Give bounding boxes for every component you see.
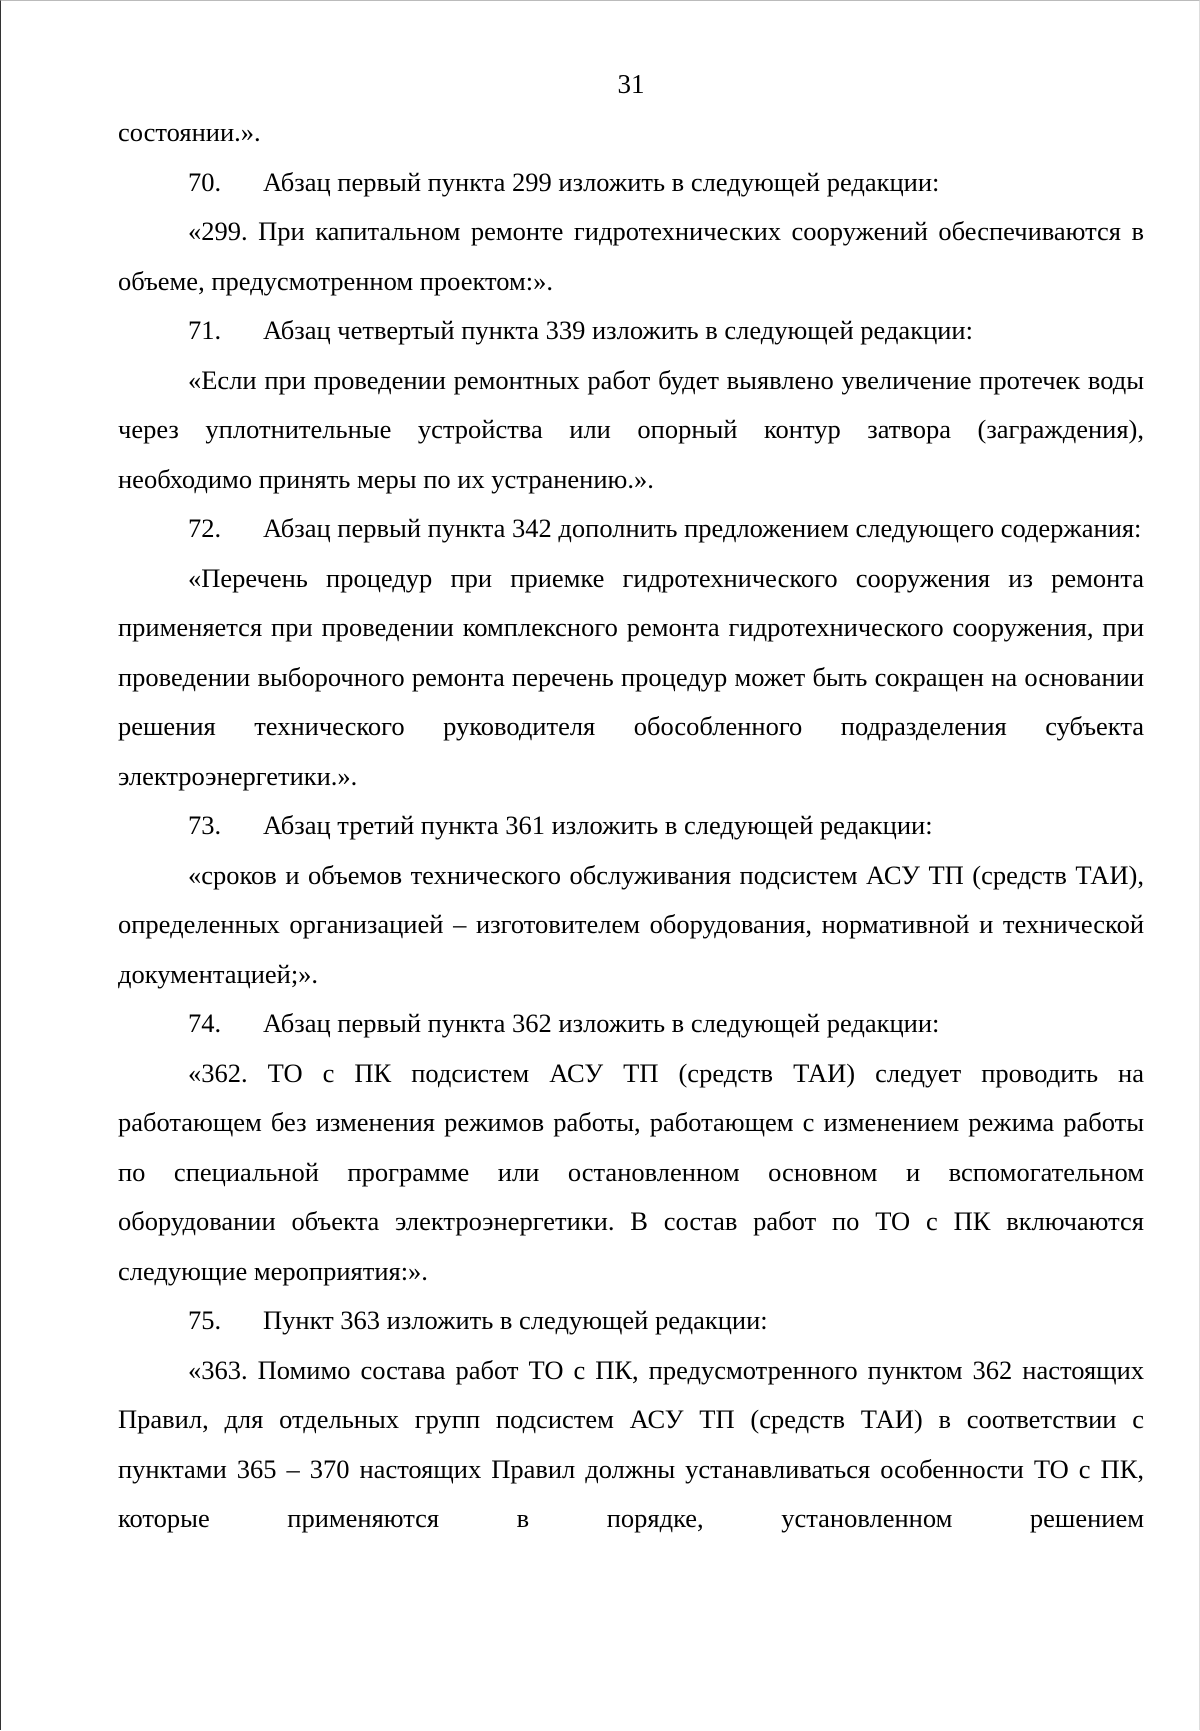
- amendment-item-70: [118, 158, 1144, 208]
- item-number: 73.: [188, 810, 222, 840]
- amendment-item-75: [118, 1296, 1144, 1346]
- quoted-text-342: «Перечень процедур при приемке гидротехнического сооружения из ремонта применяется при проведении комплексного ремонта гидротехнического сооружения, при проведении выборочного ремонта перечень процедур может быть сокращен на основании решения технического руководителя обособленного подразделения субъекта электроэнергетики.».: [118, 562, 1144, 791]
- item-number: 72.: [188, 513, 222, 543]
- amendment-item-74: [118, 999, 1144, 1049]
- item-number: 75.: [188, 1305, 222, 1335]
- quoted-text-363: «363. Помимо состава работ ТО с ПК, предусмотренного пунктом 362 настоящих Правил, для отдельных групп подсистем АСУ ТП (средств ТАИ) в соответствии с пунктами 365 – 370 настоящих Правил должны устанавливаться особенности ТО с ПК, которые применяются в порядке, установленном решением: [118, 1354, 1144, 1533]
- quoted-text-362: «362. ТО с ПК подсистем АСУ ТП (средств ТАИ) следует проводить на работающем без изменения режимов работы, работающем с изменением режима работы по специальной программе или остановленном основном и вспомогательном оборудовании объекта электроэнергетики. В состав работ по ТО с ПК включаются следующие мероприятия:».: [118, 1057, 1144, 1286]
- item-number: 71.: [188, 315, 222, 345]
- quoted-text-299: «299. При капитальном ремонте гидротехнических сооружений обеспечиваются в объеме, предусмотренном проектом:».: [118, 216, 1144, 296]
- amendment-item-72: [118, 504, 1144, 554]
- item-number: 70.: [188, 166, 222, 197]
- item-text: Абзац первый пункта 342 дополнить предложением следующего содержания:: [263, 513, 1142, 543]
- document-body: [118, 108, 1144, 1544]
- item-text: Абзац первый пункта 299 изложить в следующей редакции:: [263, 166, 940, 197]
- quoted-text-361: «сроков и объемов технического обслуживания подсистем АСУ ТП (средств ТАИ), определенных организацией – изготовителем оборудования, нормативной и технической документацией;».: [118, 859, 1144, 989]
- item-number: 74.: [188, 1008, 222, 1038]
- item-text: Абзац третий пункта 361 изложить в следующей редакции:: [263, 810, 933, 840]
- quoted-text-339: «Если при проведении ремонтных работ будет выявлено увеличение протечек воды через уплотнительные устройства или опорный контур затвора (заграждения), необходимо принять меры по их устранению.».: [118, 364, 1144, 494]
- item-text: Абзац первый пункта 362 изложить в следующей редакции:: [263, 1008, 940, 1038]
- amendment-item-73: [118, 801, 1144, 851]
- amendment-item-71: [118, 306, 1144, 356]
- page-number: 31: [617, 69, 645, 99]
- item-text: Пункт 363 изложить в следующей редакции:: [263, 1305, 768, 1335]
- item-text: Абзац четвертый пункта 339 изложить в следующей редакции:: [263, 315, 973, 345]
- paragraph-continuation: состоянии.».: [118, 117, 261, 147]
